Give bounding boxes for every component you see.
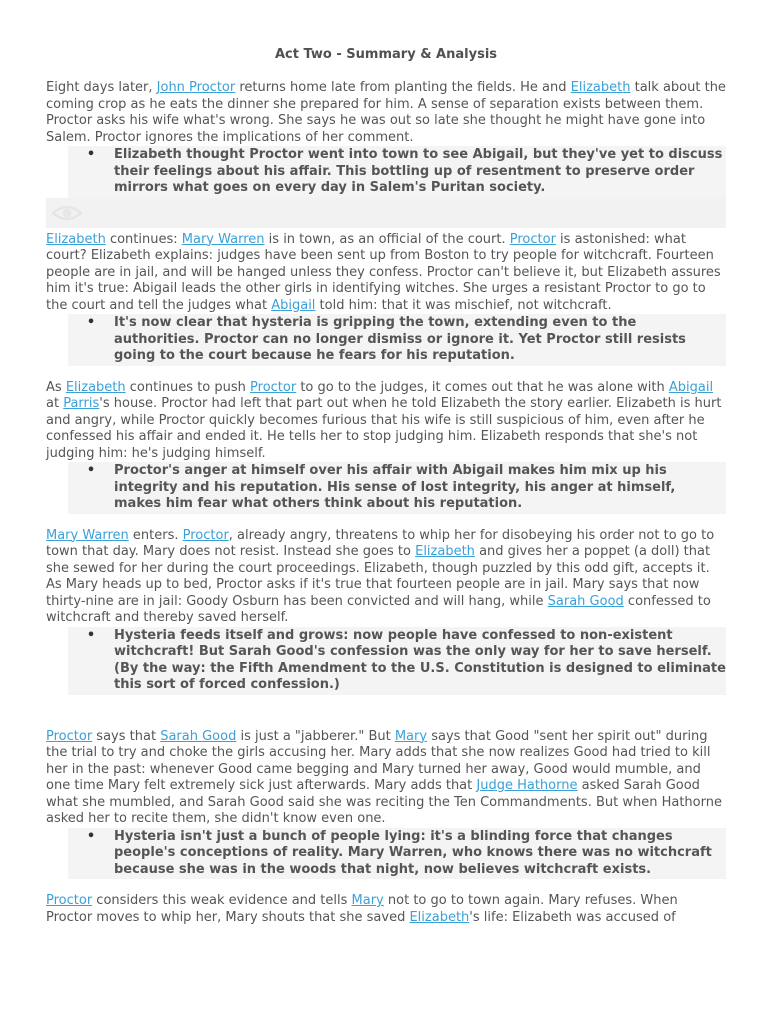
link-mary[interactable]: Mary — [351, 893, 384, 908]
text: , already angry, threatens to whip her for disobeying his order not to go to town that day. Mary does not resist. Instead she goes to — [46, 527, 715, 559]
document-page — [46, 46, 726, 926]
link-elizabeth[interactable]: Elizabeth — [415, 544, 475, 559]
analysis-note-2 — [68, 314, 726, 366]
bullet: • — [86, 463, 96, 478]
link-elizabeth[interactable]: Elizabeth — [570, 80, 631, 95]
text: to go to the judges, it comes out that he was alone with — [296, 379, 669, 395]
link-mary[interactable]: Mary — [394, 728, 428, 744]
link-elizabeth[interactable]: Elizabeth — [65, 379, 126, 395]
link-parris[interactable]: Parris — [63, 396, 100, 411]
text: returns home late from planting the fields. He and — [235, 80, 571, 95]
link-elizabeth[interactable]: Elizabeth — [409, 909, 470, 925]
text: told him: that it was mischief, not witchcraft. — [315, 297, 612, 313]
text: Eight days later, — [46, 80, 157, 95]
text: continues to push — [125, 379, 251, 395]
analysis-note-1 — [68, 146, 726, 198]
analysis-text: Elizabeth thought Proctor went into town to see Abigail, but they've yet to discuss their feelings about his affair. This bottling up of resentment to preserve order mirrors what goes on every day in Salem's Puritan society. — [114, 147, 723, 195]
text: 's house. Proctor had left that part out when he told Elizabeth the story earlier. Elizabeth is hurt and angry, while Proctor quickly becomes furious that his wife is still suspicious of him, even after he confessed his affair and ended it. He tells her to stop judging him. Elizabeth responds that she's not judging him: he's judging himself. — [46, 396, 722, 461]
text: and gives her a poppet (a doll) that she sewed for her during the court proceedings. Elizabeth, though puzzled by this odd gift, accepts it. As Mary heads up to bed, Proctor asks if it's true that fourteen people are in jail. Mary says that now thirty-nine are in jail: Goody Osburn has been convicted and will hang, while — [46, 544, 711, 609]
analysis-text: Hysteria isn't just a bunch of people lying: it's a blinding force that changes people's conceptions of reality. Mary Warren, who knows there was no witchcraft because she was in the woods that night, now believes witchcraft exists. — [114, 828, 712, 877]
text: 's life: Elizabeth was accused of — [469, 909, 676, 925]
link-elizabeth[interactable]: Elizabeth — [46, 231, 106, 247]
summary-paragraph-6 — [46, 893, 726, 926]
analysis-text: Proctor's anger at himself over his affair with Abigail makes him mix up his integrity and his reputation. His sense of lost integrity, his anger at himself, makes him fear what others think about his reputation. — [114, 463, 676, 511]
bullet: • — [86, 315, 96, 330]
analysis-text: It's now clear that hysteria is gripping the town, extending even to the authorities. Proctor can no longer dismiss or ignore it. Yet Proctor still resists going to the court because he fears for his reputation. — [114, 315, 686, 363]
summary-paragraph-4 — [46, 528, 726, 627]
link-sarah-good[interactable]: Sarah Good — [547, 593, 624, 609]
bullet: • — [86, 627, 96, 643]
summary-paragraph-5 — [46, 729, 726, 828]
reveal-analysis-bar[interactable] — [46, 198, 726, 228]
link-proctor[interactable]: Proctor — [509, 231, 556, 247]
text: continues: — [105, 231, 182, 247]
link-abigail[interactable]: Abigail — [271, 297, 316, 313]
link-judge-hathorne[interactable]: Judge Hathorne — [476, 778, 578, 793]
text: asked Sarah Good what she mumbled, and Sarah Good said she was reciting the Ten Commandments. But when Hathorne asked her to recite them, she didn't know even one. — [46, 778, 722, 826]
analysis-note-5 — [68, 828, 726, 880]
analysis-note-3 — [68, 462, 726, 514]
text: is in town, as an official of the court. — [264, 231, 510, 247]
text: is just a "jabberer." But — [236, 728, 395, 744]
analysis-text: Hysteria feeds itself and grows: now people have confessed to non-existent witchcraft! But Sarah Good's confession was the only way for her to save herself. (By the way: the Fifth Amendment to the U.S. Constitution is designed to eliminate this sort of forced confession.) — [114, 627, 726, 692]
link-proctor[interactable]: Proctor — [46, 728, 93, 744]
link-mary-warren[interactable]: Mary Warren — [46, 527, 129, 543]
text: says that — [92, 728, 161, 744]
analysis-note-4 — [68, 627, 726, 695]
text: not to go to town again. Mary refuses. When Proctor moves to whip her, Mary shouts that she saved — [46, 893, 678, 925]
summary-paragraph-1 — [46, 80, 726, 146]
link-proctor[interactable]: Proctor — [182, 527, 229, 543]
link-abigail[interactable]: Abigail — [668, 379, 714, 395]
bullet: • — [86, 147, 96, 162]
page-title: Act Two - Summary & Analysis — [274, 47, 498, 62]
link-proctor[interactable]: Proctor — [46, 893, 93, 908]
bullet: • — [86, 828, 96, 844]
text: says that Good "sent her spirit out" during the trial to try and choke the girls accusing her. Mary adds that she now realizes Good had tried to kill her in the past: whenever Good came begging and Mary turned her away, Good would mumble, and one time Mary felt extremely sick just afterwards. Mary adds that — [46, 728, 711, 793]
text: enters. — [128, 527, 183, 543]
text: talk about the coming crop as he eats the dinner she prepared for him. A sense of separation exists between them. Proctor asks his wife what's wrong. She says he was out so late she thought he might have gone into Salem. Proctor ignores the implications of her comment. — [46, 80, 726, 145]
summary-paragraph-2 — [46, 232, 726, 315]
text: at — [46, 396, 64, 411]
summary-paragraph-3 — [46, 380, 726, 463]
link-john-proctor[interactable]: John Proctor — [156, 80, 236, 95]
link-proctor[interactable]: Proctor — [250, 379, 297, 395]
link-sarah-good[interactable]: Sarah Good — [160, 728, 237, 744]
text: is astonished: what court? Elizabeth explains: judges have been sent up from Boston to try people for witchcraft. Fourteen people are in jail, and will be hanged unless they confess. Proctor can't believe it, but Elizabeth assures him it's true: Abigail leads the other girls in identifying witches. She urges a resistant Proctor to go to the court and tell the judges what — [46, 231, 721, 313]
link-mary-warren[interactable]: Mary Warren — [181, 231, 265, 247]
eye-icon[interactable] — [52, 205, 82, 221]
text: considers this weak evidence and tells — [92, 893, 352, 908]
text: confessed to witchcraft and thereby saved herself. — [46, 593, 711, 625]
text: As — [46, 379, 66, 395]
